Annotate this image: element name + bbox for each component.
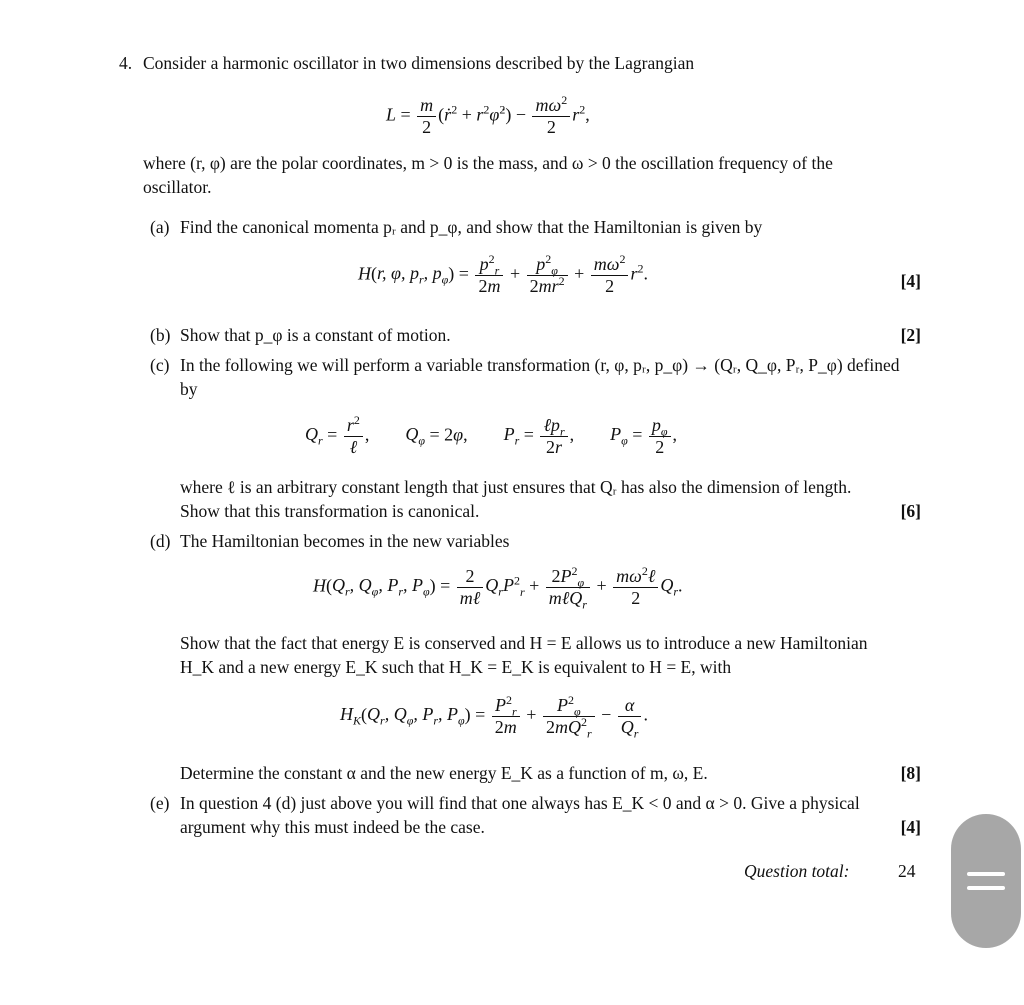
transformation-equations: $Q_r$ = $\frac{r^2}{\text{ℓ}}$ , $Q_\varphi = 2\varphi$, $P_r$ = $\frac{\ell p_r}{2r}$ , $P_\varphi$ = $\frac{p_\varphi}{2}$ , (305, 413, 678, 457)
question-intro: Consider a harmonic oscillator in two dimensions described by the Lagrangian (143, 53, 695, 73)
scroll-handle[interactable] (951, 814, 1021, 948)
part-d-after: Show that the fact that energy E is conserved and H = E allows us to introduce a new Hamiltonian H_K and a new energy E_K such that H_K = E_K is equivalent to H = E, with (180, 633, 868, 677)
part-d-text: The Hamiltonian becomes in the new variables (180, 531, 510, 551)
part-b-marks: [2] (900, 325, 921, 345)
question-total-value: 24 (898, 861, 916, 881)
part-c-marks: [6] (900, 501, 921, 521)
part-a-text: Find the canonical momenta pᵣ and p_φ, and show that the Hamiltonian is given by (180, 217, 763, 237)
question-where: where (r, φ) are the polar coordinates, m > 0 is the mass, and ω > 0 the oscillation frequency of the oscillator. (143, 153, 833, 197)
part-b-label: (b) (150, 325, 171, 345)
part-a-marks: [4] (900, 271, 921, 291)
kepler-hamiltonian-equation: $H_K(Q_r$, $Q_\varphi$, $P_r$, $P_\varphi$) = $\frac{P^2_r}{2m}$ + $\frac{P^2_\varphi}{2mQ^2_r}$ − $\frac{\alpha}{Q_r}$ . (340, 693, 648, 741)
part-a-label: (a) (150, 217, 170, 237)
question-number: 4. (119, 53, 133, 73)
part-d-label: (d) (150, 531, 171, 551)
question-total-label: Question total: (744, 861, 850, 881)
hamiltonian-equation: H(r, φ, $p_r$, $p_\varphi$) = $\frac{p^2_r}{2m}$ + $\frac{p^2_\varphi}{2mr^2}$ + $\frac{m\omega^2}{2}$ $r^2$. (358, 252, 648, 296)
new-hamiltonian-equation: $H(Q_r$, $Q_\varphi$, $P_r$, $P_\varphi$) = $\frac{2}{\text{mℓ}}$ $Q_rP^2_r$ + $\frac{2P^2_\varphi}{m\ell Q_r}$ + $\frac{m\omega^2\ell}{2}$ $Q_r$. (313, 564, 683, 612)
part-d-after2: Determine the constant α and the new energy E_K as a function of m, ω, E. (180, 763, 708, 783)
part-c-text: In the following we will perform a variable transformation (r, φ, pᵣ, p_φ) → (Qᵣ, Q_φ, Pᵣ, P_φ) defined by (180, 355, 900, 399)
part-c-after: where ℓ is an arbitrary constant length that just ensures that Qᵣ has also the dimension of length. Show that this transformation is canonical. (180, 477, 852, 521)
part-e-label: (e) (150, 793, 170, 813)
part-d-marks: [8] (900, 763, 921, 783)
handle-grip-line-top (967, 872, 1005, 876)
part-e-marks: [4] (900, 817, 921, 837)
part-e-text: In question 4 (d) just above you will find that one always has E_K < 0 and α > 0. Give a physical argument why this must indeed be the case. (180, 793, 860, 837)
part-b-text: Show that p_φ is a constant of motion. (180, 325, 451, 345)
lagrangian-equation: L = $\frac{m}{2}$ (ṙ$^2$ + $r^2\varphi̇^2$) − $\frac{m\omega^2}{2}$ $r^2$, (386, 93, 590, 137)
handle-grip-line-bottom (967, 886, 1005, 890)
part-c-label: (c) (150, 355, 170, 375)
